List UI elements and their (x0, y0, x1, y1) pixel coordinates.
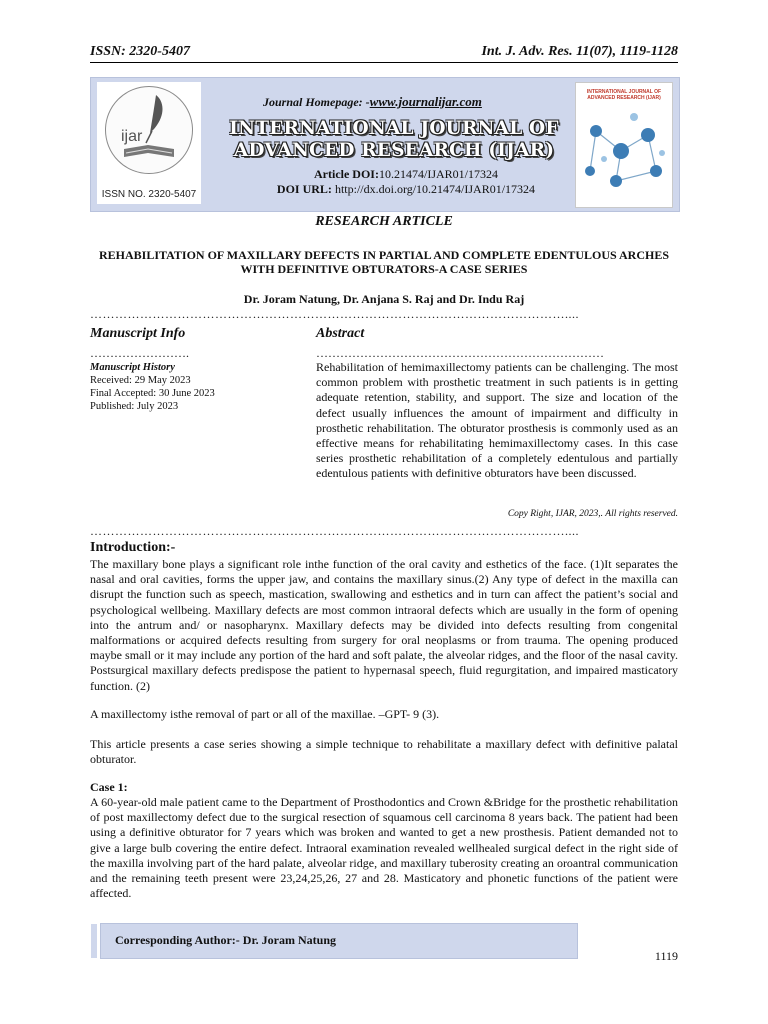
abstract-text: Rehabilitation of hemimaxillectomy patients can be challenging. The most common problem with prosthetic treatment in such patients is in getting adequate retention, stability, and support. The size and location of the defect usually influences the amount of impairment and difficulty in prosthetic rehabilitation. The obturator prosthesis is commonly used as an effective means for rehabilitating hemimaxillectomy cases. In this case series prosthetic rehabilitation of a completely edentulous and partially edentulous patients with definitive obturators have been discussed. (316, 360, 678, 481)
introduction-paragraph-3: This article presents a case series showing a simple technique to rehabilitate a maxillary defect with definitive palatal obturator. (90, 737, 678, 767)
logo-circle (105, 86, 193, 174)
case1-heading: Case 1: (90, 780, 128, 794)
doi-label: Article DOI: (314, 167, 379, 181)
introduction-heading: Introduction:- (90, 540, 176, 555)
journal-homepage (263, 94, 482, 110)
separator-top: …………………………………………………………………………………………………….... (90, 307, 579, 321)
doi-block (241, 167, 571, 197)
abstract-dots: ……………………………………………………………… (316, 346, 604, 360)
manuscript-history (90, 361, 290, 413)
corresponding-author: Corresponding Author:- Dr. Joram Natung (115, 933, 337, 947)
journal-title (219, 118, 569, 162)
quill-book-icon (106, 87, 192, 173)
doi-value: 10.21474/IJAR01/17324 (378, 167, 498, 181)
doi-url-link[interactable]: http://dx.doi.org/10.21474/IJAR01/17324 (334, 182, 536, 196)
journal-title-line1: INTERNATIONAL JOURNAL OF (229, 118, 559, 139)
manuscript-dots: ……………………. (90, 346, 189, 360)
introduction-paragraph-2: A maxillectomy isthe removal of part or all of the maxillae. –GPT- 9 (3). (90, 707, 440, 721)
page-number: 1119 (654, 949, 678, 963)
logo-text: ijar (121, 128, 143, 145)
introduction-paragraph-1: The maxillary bone plays a significant role inthe function of the oral cavity and esthetics of the face. (1)It separates the nasal and oral cavities, forms the upper jaw, and contains the maxillary sinus.(2) Any type of defect in the maxilla can disrupt the function such as speech, mastication, swallowing and esthetics and in turn can affect the patient’s social and psychological wellbeing. Maxillary defects are most common intraoral defects which are usually in the form of opening into the antrum and/ or nasopharynx. Maxillary defects may be divided into defects resulting from congenital malformations or acquired defects resulting from surgery for oral neoplasms or from trauma. The opening produced maybe small or it may include any portion of the hard and soft palate, the alveolar ridges, and the floor of the nasal cavity. Postsurgical maxillary defects predispose the patient to hypernasal speech, fluid regurgitation, and impaired masticatory function. (2) (90, 557, 678, 693)
abstract-heading: Abstract (316, 326, 365, 341)
homepage-label: Journal Homepage: - (263, 95, 370, 109)
molecule-icon (576, 101, 672, 201)
accepted-date: Final Accepted: 30 June 2023 (90, 388, 215, 399)
article-title: REHABILITATION OF MAXILLARY DEFECTS IN PARTIAL AND COMPLETE EDENTULOUS ARCHES WITH DEFINITIVE OBTURATORS-A CASE SERIES (98, 248, 670, 276)
issn-text: ISSN: 2320-5407 (90, 44, 190, 59)
history-label: Manuscript History (90, 362, 175, 373)
article-authors: Dr. Joram Natung, Dr. Anjana S. Raj and Dr. Indu Raj (243, 292, 525, 306)
article-type: RESEARCH ARTICLE (315, 214, 453, 229)
cover-heading: INTERNATIONAL JOURNAL OF ADVANCED RESEARCH (IJAR) (586, 89, 662, 101)
case1-paragraph: A 60-year-old male patient came to the Department of Prosthodontics and Crown &Bridge for the prosthetic rehabilitation of post maxillectomy defect due to the surgical resection of squamous cell carcinoma 8 years back. The patient had been using a definitive obturator for 7 years which was broken and wanted to get a new prosthesis. Patient demanded not to give a large bulb covering the entire defect. Intraoral examination revealed wellhealed surgical defect in the right side of the maxilla involving part of the hard palate, alveolar ridge, and maxillary tuberosity creating an oroantral communication and the remaining teeth present were 23,24,25,26, 27 and 28. Masticatory and phonetic functions of the patient were affected. (90, 795, 678, 901)
corresponding-accent-bar (91, 924, 97, 958)
corresponding-author-box (100, 923, 578, 959)
journal-banner (90, 77, 680, 212)
running-header (90, 44, 678, 63)
citation-text: Int. J. Adv. Res. 11(07), 1119-1128 (481, 44, 678, 59)
homepage-link[interactable]: www.journalijar.com (369, 94, 482, 109)
received-date: Received: 29 May 2023 (90, 375, 191, 386)
manuscript-info-heading: Manuscript Info (90, 326, 186, 341)
journal-cover-thumbnail (575, 82, 673, 208)
separator-bottom: …………………………………………………………………………………………………….... (90, 524, 579, 538)
copyright-notice: Copy Right, IJAR, 2023,. All rights reserved. (507, 509, 678, 519)
journal-title-line2: ADVANCED RESEARCH (IJAR) (233, 140, 555, 161)
journal-logo (97, 82, 201, 204)
doi-url-label: DOI URL: (276, 182, 332, 196)
logo-issn: ISSN NO. 2320-5407 (101, 189, 197, 200)
published-date: Published: July 2023 (90, 401, 179, 412)
